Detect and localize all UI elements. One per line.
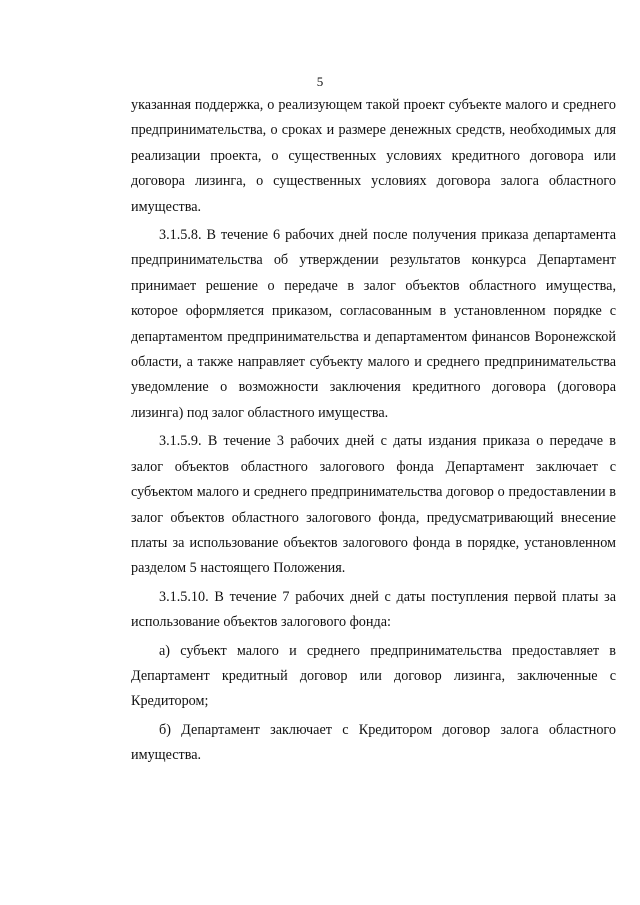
paragraph-continuation: указанная поддержка, о реализующем такой проект субъекте малого и среднего предпринимательства, о сроках и размере денежных средств, необходимых для реализации проекта, о существенных условиях кредитного договора или договора лизинга, о существенных условиях договора залога областного имущества. (131, 97, 616, 215)
document-body (131, 93, 616, 769)
page-number: 5 (316, 74, 324, 89)
paragraph-item-a: а) субъект малого и среднего предпринимательства предоставляет в Департамент кредитный договор или договор лизинга, заключенные с Кредитором; (131, 642, 616, 710)
paragraph-3-1-5-10: 3.1.5.10. В течение 7 рабочих дней с даты поступления первой платы за использование объектов залогового фонда: (131, 588, 616, 631)
paragraph-3-1-5-9: 3.1.5.9. В течение 3 рабочих дней с даты издания приказа о передаче в залог объектов областного залогового фонда Департамент заключает с субъектом малого и среднего предпринимательства договор о предоставлении в залог объектов областного залогового фонда, предусматривающий внесение платы за использование объектов залогового фонда в порядке, установленном разделом 5 настоящего Положения. (131, 433, 616, 577)
paragraph-item-b: б) Департамент заключает с Кредитором договор залога областного имущества. (131, 721, 616, 764)
paragraph-3-1-5-8: 3.1.5.8. В течение 6 рабочих дней после получения приказа департамента предпринимательства об утверждении результатов конкурса Департамент принимает решение о передаче в залог объектов областного имущества, которое оформляется приказом, согласованным в установленном порядке с департаментом предпринимательства и департаментом финансов Воронежской области, а также направляет субъекту малого и среднего предпринимательства уведомление о возможности заключения кредитного договора (договора лизинга) под залог областного имущества. (131, 227, 616, 421)
